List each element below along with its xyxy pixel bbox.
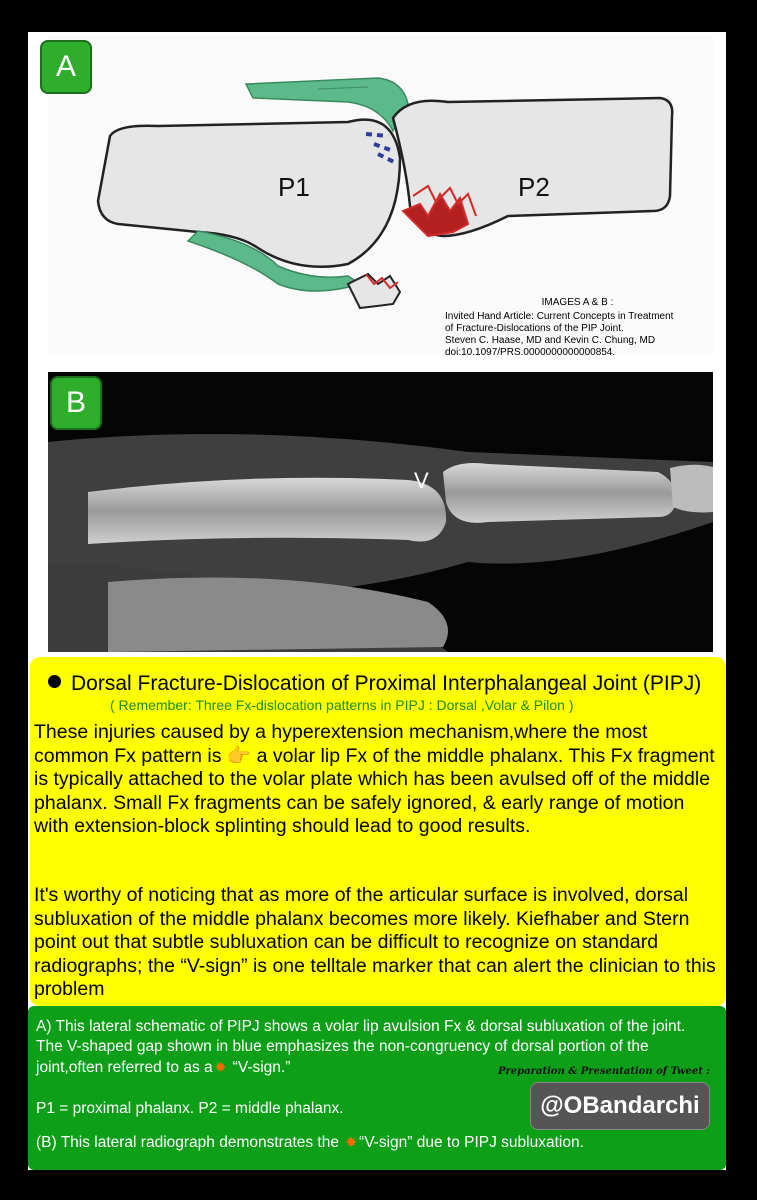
citation-line: Steven C. Haase, MD and Kevin C. Chung, MD (445, 335, 656, 346)
citation-line: of Fracture-Dislocations of the PIP Joint. (445, 323, 624, 334)
caption-b (36, 1132, 716, 1153)
section-heading (48, 672, 701, 696)
p1-label: P1 (278, 172, 310, 202)
radiograph-image (48, 372, 713, 652)
pointing-hand-icon: 👉 (226, 744, 252, 767)
heading-text: Dorsal Fracture-Dislocation of Proximal Interphalangeal Joint (PIPJ) (71, 672, 702, 695)
citation-line: Invited Hand Article: Current Concepts in Treatment (445, 311, 674, 322)
para1-before: These injuries caused by a hyperextension mechanism,where the most common Fx pattern is (34, 721, 648, 767)
panel-b-label: B (50, 376, 102, 430)
v-sign-marker: V (414, 468, 429, 493)
spark-icon: ✸ (214, 1059, 227, 1075)
bullet-icon (48, 675, 61, 688)
image-citation (445, 297, 710, 359)
caption-b-before: (B) This lateral radiograph demonstrates the (36, 1134, 344, 1151)
volar-lip-fragment (348, 274, 400, 308)
paragraph-v-sign: It's worthy of noticing that as more of the articular surface is involved, dorsal subluxation of the middle phalanx becomes more likely. Kiefhaber and Stern point out that subtle subluxation can be difficult to recognize on standard radiographs; the “V-sign” is one telltale marker that can alert the clinician to this problem (34, 884, 716, 1000)
p2-label: P2 (518, 172, 550, 202)
credit-note: Preparation & Presentation of Tweet : (498, 1066, 710, 1077)
caption-a-before: A) This lateral schematic of PIPJ shows a volar lip avulsion Fx & dorsal subluxation of the joint. The V-shaped gap shown in blue emphasizes the non-congruency of dorsal portion of the joint,often referred to as a (36, 1018, 686, 1076)
caption-b-after: “V-sign” due to PIPJ subluxation. (359, 1134, 584, 1151)
p1-bone (98, 120, 400, 267)
citation-title: IMAGES A & B : (541, 297, 614, 308)
panel-a-label: A (40, 40, 92, 94)
caption-definitions: P1 = proximal phalanx. P2 = middle phalanx. (36, 1100, 344, 1117)
radiograph-panel-b (48, 372, 713, 652)
author-handle: @OBandarchi (530, 1082, 710, 1130)
para1-after: a volar lip Fx of the middle phalanx. This Fx fragment is typically attached to the volar plate which has been avulsed off of the middle phalanx. Small Fx fragments can be safely ignored, & early range of motion with extension-block splinting should lead to good results. (34, 744, 715, 837)
citation-line: doi:10.1097/PRS.0000000000000854. (445, 347, 616, 358)
caption-a-after: “V-sign.” (228, 1059, 291, 1076)
section-subheading: ( Remember: Three Fx-dislocation patterns in PIPJ : Dorsal ,Volar & Pilon ) (110, 697, 574, 713)
spark-icon: ✸ (345, 1134, 358, 1150)
paragraph-mechanism (34, 721, 724, 839)
